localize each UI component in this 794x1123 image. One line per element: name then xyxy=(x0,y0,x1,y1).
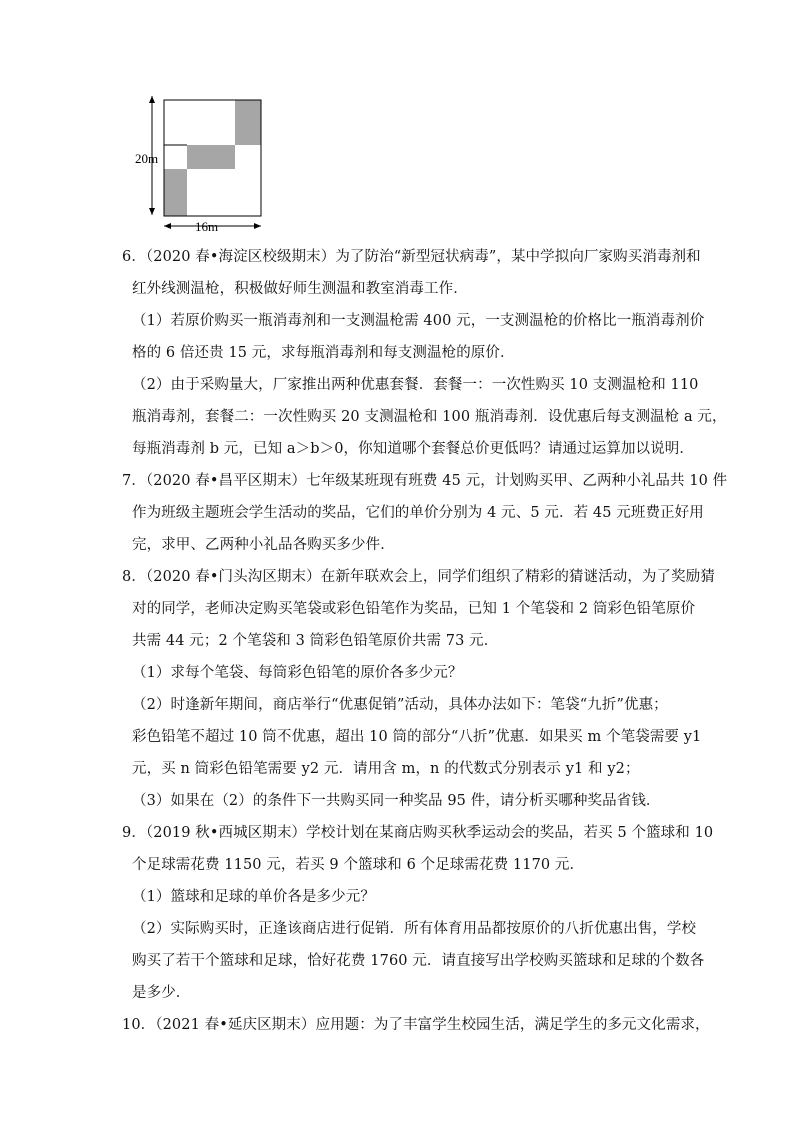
land-figure xyxy=(132,93,272,233)
question-9-line-1: 9．（2019 秋•西城区期末）学校计划在某商店购买秋季运动会的奖品，若买 5 个篮球和 10 xyxy=(122,825,714,841)
question-8-line-3: 共需 44 元；2 个笔袋和 3 筒彩色铅笔原价共需 73 元． xyxy=(132,633,499,649)
question-8-part-3: （3）如果在（2）的条件下一共购买同一种奖品 95 件，请分析买哪种奖品省钱． xyxy=(132,793,661,809)
question-6-part-1-line-2: 格的 6 倍还贵 15 元，求每瓶消毒剂和每支测温枪的原价． xyxy=(132,345,515,361)
question-9-part-1: （1）篮球和足球的单价各是多少元？ xyxy=(132,889,375,905)
rectangle-diagram xyxy=(132,93,272,233)
height-label: 20m xyxy=(135,151,159,166)
question-6-part-2-line-3: 每瓶消毒剂 b 元，已知 a＞b＞0，你知道哪个套餐总价更低吗？请通过运算加以说明． xyxy=(132,441,694,457)
question-6-part-1-line-1: （1）若原价购买一瓶消毒剂和一支测温枪需 400 元，一支测温枪的价格比一瓶消毒剂价 xyxy=(132,313,705,329)
question-6-part-2-line-1: （2）由于采购量大，厂家推出两种优惠套餐．套餐一：一次性购买 10 支测温枪和 110 xyxy=(132,377,699,393)
question-7-line-3: 完，求甲、乙两种小礼品各购买多少件． xyxy=(132,537,395,553)
question-8-part-2-line-2: 彩色铅笔不超过 10 筒不优惠，超出 10 筒的部分“八折”优惠．如果买 m 个笔袋需要 y1 xyxy=(132,729,702,745)
question-8-part-2-line-3: 元，买 n 筒彩色铅笔需要 y2 元．请用含 m，n 的代数式分别表示 y1 和 y2； xyxy=(132,761,640,777)
question-7-line-2: 作为班级主题班会学生活动的奖品，它们的单价分别为 4 元、5 元．若 45 元班费正好用 xyxy=(132,505,704,521)
question-6-line-2: 红外线测温枪，积极做好师生测温和教室消毒工作． xyxy=(132,281,468,297)
question-9-part-2-line-2: 购买了若干个篮球和足球，恰好花费 1760 元．请直接写出学校购买篮球和足球的个数各 xyxy=(132,953,705,969)
question-9-line-2: 个足球需花费 1150 元，若买 9 个篮球和 6 个足球需花费 1170 元． xyxy=(132,857,585,873)
question-8-part-2-line-1: （2）时逢新年期间，商店举行“优惠促销”活动，具体办法如下：笔袋“九折”优惠； xyxy=(132,697,668,713)
question-9-part-2-line-1: （2）实际购买时，正逢该商店进行促销．所有体育用品都按原价的八折优惠出售，学校 xyxy=(132,921,697,937)
question-9-part-2-line-3: 是多少． xyxy=(132,985,191,1001)
question-6-line-1: 6．（2020 春•海淀区校级期末）为了防治“新型冠状病毒”，某中学拟向厂家购买消毒剂和 xyxy=(122,249,701,265)
width-label: 16m xyxy=(195,219,219,233)
question-8-line-1: 8．（2020 春•门头沟区期末）在新年联欢会上，同学们组织了精彩的猜谜活动，为了奖励猜 xyxy=(122,569,715,585)
question-8-line-2: 对的同学，老师决定购买笔袋或彩色铅笔作为奖品，已知 1 个笔袋和 2 筒彩色铅笔原价 xyxy=(132,601,696,617)
question-6-part-2-line-2: 瓶消毒剂，套餐二：一次性购买 20 支测温枪和 100 瓶消毒剂．设优惠后每支测温枪 a 元， xyxy=(132,409,727,425)
question-10-line-1: 10．（2021 春•延庆区期末）应用题：为了丰富学生校园生活，满足学生的多元文化需求， xyxy=(122,1017,710,1033)
question-8-part-1: （1）求每个笔袋、每筒彩色铅笔的原价各多少元？ xyxy=(132,665,463,681)
question-7-line-1: 7．（2020 春•昌平区期末）七年级某班现有班费 45 元，计划购买甲、乙两种小礼品共 10 件 xyxy=(122,473,728,489)
